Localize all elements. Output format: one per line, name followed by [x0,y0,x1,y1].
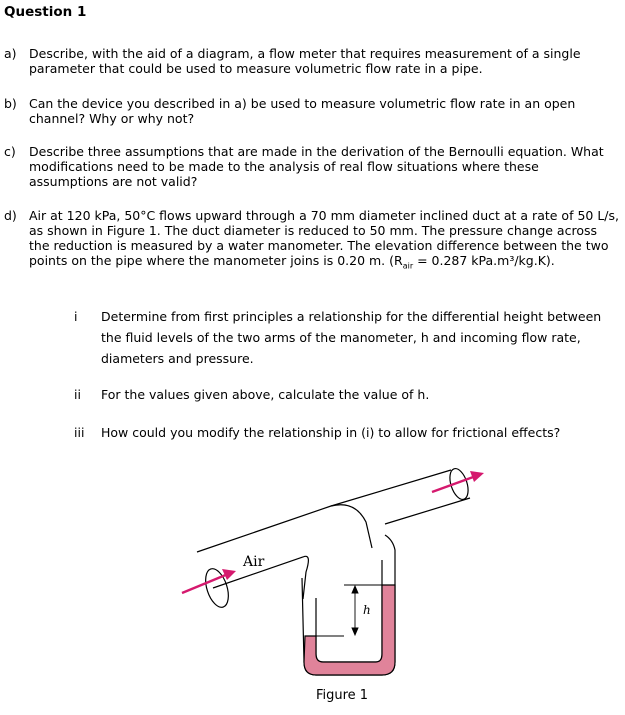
part-b-label: b) [4,96,17,111]
subpart-i-text: Determine from first principles a relationship for the differential height between the fluid levels of the two arms of the manometer, h and incoming flow rate, diameters and pressure. [101,309,602,366]
h-dimension [316,585,384,636]
subpart-ii-text: For the values given above, calculate the value of h. [101,387,430,402]
height-label: h [363,603,371,617]
part-c-label: c) [4,144,16,159]
subpart-ii-number: ii [74,387,81,402]
duct-outlet-opening [446,466,471,501]
fluid-label: Air [243,554,265,570]
part-d-main-text: Air at 120 kPa, 50°C flows upward through a 70 mm diameter inclined duct at a rate of 50 L/s, as shown in Figure 1. The duct diameter is reduced to 50 mm. The pressure change across the reduction is measured by a water manometer. The elevation difference between the two points on the pipe where the manometer joins is 0.20 m. [29,208,619,268]
outlet-flow-arrow [432,471,484,492]
part-d-label: d) [4,208,17,223]
narrow-duct [331,470,470,524]
part-a-text: Describe, with the aid of a diagram, a flow meter that requires measurement of a single parameter that could be used to measure volumetric flow rate in a pipe. [29,46,581,76]
subpart-iii-number: iii [74,425,85,440]
figure-caption: Figure 1 [315,688,369,703]
question-title: Question 1 [4,4,87,20]
subpart-iii-text: How could you modify the relationship in (i) to allow for frictional effects? [101,425,561,440]
subpart-i-number: i [74,309,78,324]
manometer-inner [316,560,382,662]
part-a-label: a) [4,46,17,61]
gas-constant: ($R_{air} = 0.287$ kPa.m³/kg.K). [389,253,555,271]
part-c-text: Describe three assumptions that are made in the derivation of the Bernoulli equation. What modifications need to be made to the analysis of real flow situations where these assumptions are not valid? [29,144,604,189]
part-b-text: Can the device you described in a) be used to measure volumetric flow rate in an open channel? Why or why not? [29,96,576,126]
manometer-fluid [304,585,395,675]
